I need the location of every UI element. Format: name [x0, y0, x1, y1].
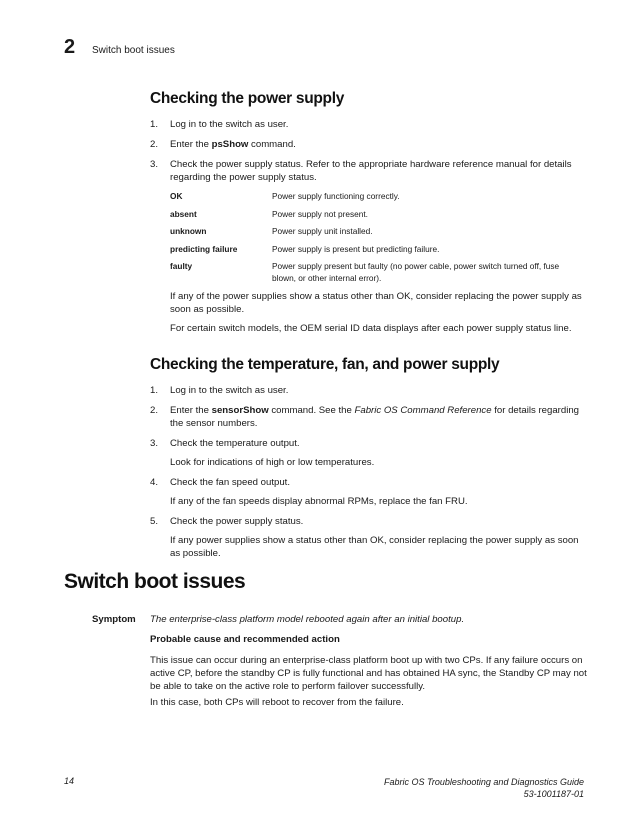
status-row: [170, 261, 590, 284]
step-text-pre: Enter the: [170, 405, 212, 416]
status-description: Power supply functioning correctly.: [272, 191, 400, 201]
step-text: Check the fan speed output.: [170, 477, 291, 488]
note-paragraph: If any of the power supplies show a status other than OK, consider replacing the power supply as soon as possible.: [170, 291, 582, 315]
status-description: Power supply not present.: [272, 208, 368, 219]
command-name: sensorShow: [211, 405, 269, 416]
status-description: Power supply unit installed.: [272, 226, 373, 236]
status-row: [170, 226, 590, 238]
section-temperature-fan: [150, 356, 590, 567]
step-item: [150, 138, 590, 151]
cause-paragraph: This issue can occur during an enterprise-class platform boot up with two CPs. If any failure occurs on active CP, before the standby CP is fully functional and has obtained HA sync, the Standby CP may not be able to take on the active role to perform failover successfully.: [150, 655, 587, 692]
doc-title: Fabric OS Troubleshooting and Diagnostics Guide: [384, 777, 584, 787]
step-number: 1.: [150, 385, 159, 396]
status-table: [170, 191, 590, 284]
symptom-label: Symptom: [92, 614, 136, 625]
step-item: [150, 515, 590, 560]
section-title-switch-boot-issues: Switch boot issues: [64, 570, 246, 593]
step-text-post: for details regarding the sensor numbers.: [170, 405, 580, 429]
status-key: predicting failure: [170, 243, 238, 254]
status-key: unknown: [170, 226, 207, 236]
page-number: 14: [64, 776, 75, 786]
step-item: [150, 118, 590, 131]
step-number: 3.: [150, 438, 159, 449]
steps-list: [150, 118, 590, 184]
step-note: If any power supplies show a status other than OK, consider replacing the power supply as soon as possible.: [170, 535, 579, 559]
step-number: 4.: [150, 477, 159, 488]
step-number: 2.: [150, 405, 159, 416]
step-number: 2.: [150, 139, 159, 150]
status-key: absent: [170, 208, 197, 219]
cause-paragraph: In this case, both CPs will reboot to recover from the failure.: [150, 697, 404, 708]
step-item: [150, 404, 590, 430]
step-text: Check the power supply status. Refer to the appropriate hardware reference manual for details regarding the power supply status.: [170, 159, 572, 183]
status-key: faulty: [170, 261, 193, 271]
step-text: Log in to the switch as user.: [170, 385, 289, 396]
footer-doc-info: [384, 776, 584, 800]
step-text: [170, 138, 590, 151]
symptom-text: The enterprise-class platform model rebooted again after an initial bootup.: [150, 614, 465, 625]
step-note: Look for indications of high or low temperatures.: [170, 457, 375, 468]
chapter-section-title: Switch boot issues: [92, 45, 175, 56]
doc-number: 53-1001187-01: [523, 789, 584, 799]
step-number: 5.: [150, 516, 159, 527]
status-row: [170, 191, 590, 203]
status-key: OK: [170, 191, 183, 201]
step-number: 3.: [150, 159, 159, 170]
step-note: If any of the fan speeds display abnormal RPMs, replace the fan FRU.: [170, 496, 468, 507]
step-text: Check the power supply status.: [170, 516, 304, 527]
running-header: [64, 36, 175, 59]
steps-list: [150, 384, 590, 560]
step-text: [170, 404, 590, 430]
chapter-number: 2: [64, 36, 76, 58]
command-name: psShow: [211, 139, 249, 150]
section-heading: Checking the power supply: [150, 90, 345, 107]
step-text: Check the temperature output.: [170, 438, 300, 449]
step-item: [150, 158, 590, 184]
step-number: 1.: [150, 119, 159, 130]
status-description: Power supply present but faulty (no power cable, power switch turned off, fuse blown, or other internal error).: [272, 261, 560, 283]
status-row: [170, 244, 590, 256]
step-item: [150, 437, 590, 469]
step-text-post: command.: [248, 139, 296, 150]
probable-cause-heading: Probable cause and recommended action: [150, 634, 340, 645]
step-text: Log in to the switch as user.: [170, 119, 289, 130]
reference-title: Fabric OS Command Reference: [354, 405, 492, 416]
section-power-supply: [150, 90, 590, 341]
step-item: [150, 384, 590, 397]
section-heading: Checking the temperature, fan, and power supply: [150, 356, 500, 373]
note-paragraph: For certain switch models, the OEM serial ID data displays after each power supply status line.: [170, 323, 572, 334]
step-text-mid: command. See the: [268, 405, 355, 416]
step-text-pre: Enter the: [170, 139, 212, 150]
step-item: [150, 476, 590, 508]
status-row: [170, 209, 590, 221]
status-description: Power supply is present but predicting failure.: [272, 243, 440, 254]
